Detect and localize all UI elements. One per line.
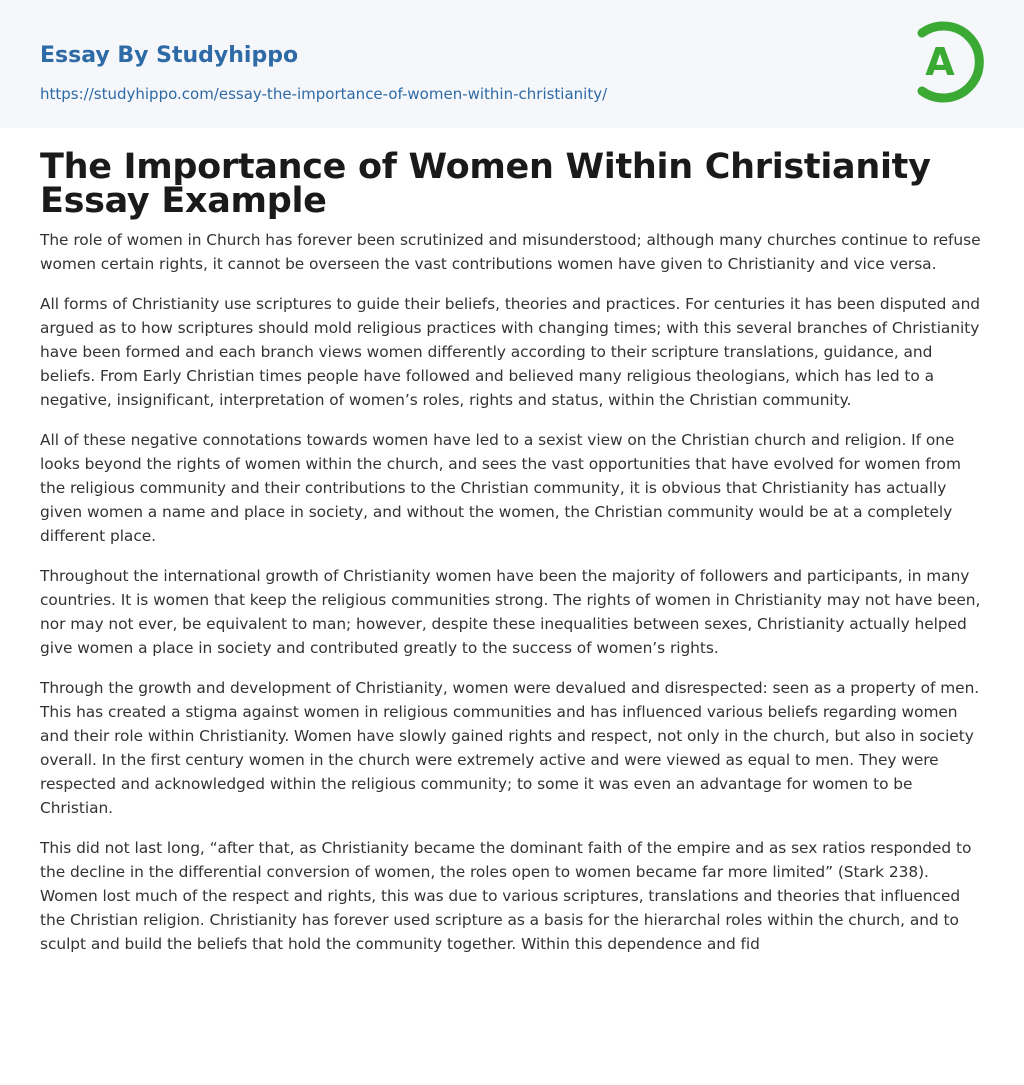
essay-paragraph: Through the growth and development of Christianity, women were devalued and disrespected: seen as a property of men. This has created a stigma against women in religious communities and has influenced various beliefs regarding women and their role within Christianity. Women have slowly gained rights and respect, not only in the church, but also in society overall. In the first century women in the church were extremely active and were viewed as equal to men. They were respected and acknowledged within the religious community; to some it was even an advantage for women to be Christian. <box>40 679 980 817</box>
essay-title: The Importance of Women Within Christianity Essay Example <box>40 147 931 221</box>
site-brand[interactable]: Essay By Studyhippo <box>40 43 299 68</box>
site-header <box>0 0 1024 128</box>
essay-paragraph: All forms of Christianity use scriptures to guide their beliefs, theories and practices. For centuries it has been disputed and argued as to how scriptures should mold religious practices with changing times; with this several branches of Christianity have been formed and each branch views women differently according to their scripture translations, guidance, and beliefs. From Early Christian times people have followed and believed many religious theologians, which has led to a negative, insignificant, interpretation of women’s roles, rights and status, within the Christian community. <box>40 295 981 409</box>
essay-paragraph: All of these negative connotations towards women have led to a sexist view on the Christian church and religion. If one looks beyond the rights of women within the church, and sees the vast opportunities that have evolved for women from the religious community and their contributions to the Christian community, it is obvious that Christianity has actually given women a name and place in society, and without the women, the Christian community would be at a completely different place. <box>40 431 961 545</box>
logo-letter: A <box>925 40 955 84</box>
essay-url-link[interactable]: https://studyhippo.com/essay-the-importance-of-women-within-christianity/ <box>40 85 608 103</box>
essay-paragraph: The role of women in Church has forever been scrutinized and misunderstood; although many churches continue to refuse women certain rights, it cannot be overseen the vast contributions women have given to Christianity and vice versa. <box>40 231 981 273</box>
studyhippo-logo-icon[interactable] <box>904 16 988 108</box>
essay-paragraph: This did not last long, “after that, as Christianity became the dominant faith of the empire and as sex ratios responded to the decline in the differential conversion of women, the roles open to women became far more limited” (Stark 238). Women lost much of the respect and rights, this was due to various scriptures, translations and theories that influenced the Christian religion. Christianity has forever used scripture as a basis for the hierarchal roles within the church, and to sculpt and build the beliefs that hold the community together. Within this dependence and fid <box>40 839 972 953</box>
essay-paragraph: Throughout the international growth of Christianity women have been the majority of followers and participants, in many countries. It is women that keep the religious communities strong. The rights of women in Christianity may not have been, nor may not ever, be equivalent to man; however, despite these inequalities between sexes, Christianity actually helped give women a place in society and contributed greatly to the success of women’s rights. <box>40 567 981 657</box>
essay-body <box>40 228 984 972</box>
